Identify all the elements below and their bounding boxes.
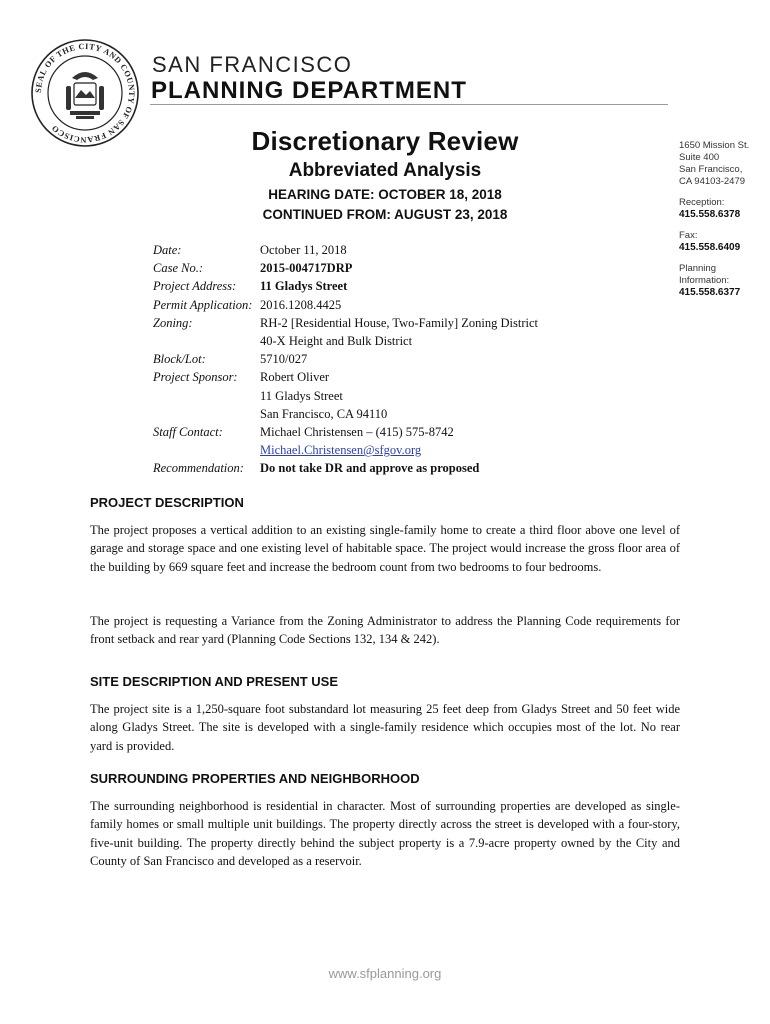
meta-row (153, 350, 633, 368)
hearing-date: HEARING DATE: OCTOBER 18, 2018 (268, 187, 502, 202)
address-line: San Francisco, (679, 164, 743, 175)
meta-row (153, 405, 633, 423)
fax-number: 415.558.6409 (679, 242, 741, 253)
section-heading: SITE DESCRIPTION AND PRESENT USE (90, 674, 338, 689)
header-divider (150, 104, 668, 105)
meta-row (153, 296, 633, 314)
address-line: 1650 Mission St. (679, 140, 750, 151)
meta-value: 5710/027 (260, 352, 308, 367)
meta-row (153, 368, 633, 386)
contact-sidebar (679, 140, 769, 308)
meta-label: Project Address: (153, 279, 237, 294)
section-heading: SURROUNDING PROPERTIES AND NEIGHBORHOOD (90, 771, 420, 786)
meta-row (153, 314, 633, 332)
reception-number: 415.558.6378 (679, 209, 741, 220)
meta-value: 11 Gladys Street (260, 388, 343, 403)
paragraph: The project site is a 1,250-square foot substandard lot measuring 25 feet deep from Gladys Street and 50 feet wide along Gladys Street. The site is developed with a single-family residence which occupies most of the lot. No rear yard is provided. (90, 702, 680, 753)
meta-row (153, 459, 633, 477)
meta-row (153, 441, 633, 459)
paragraph: The surrounding neighborhood is residential in character. Most of surrounding properties are developed as single-family homes or small multiple unit buildings. The property directly across the street is developed with a four-story, five-unit building. The property directly behind the subject property is a 7.9-acre property owned by the City and County of San Francisco and developed as a reservoir. (90, 799, 680, 868)
meta-value: 40-X Height and Bulk District (260, 333, 413, 348)
meta-row (153, 387, 633, 405)
meta-label (153, 405, 260, 423)
meta-label (153, 441, 260, 459)
meta-label: Staff Contact: (153, 424, 223, 439)
meta-value: 11 Gladys Street (260, 279, 348, 294)
reception-block (679, 197, 769, 221)
document-subtitle: Abbreviated Analysis (288, 160, 482, 181)
meta-label: Project Sponsor: (153, 370, 238, 385)
seal-ring-text: SEAL OF THE CITY AND COUNTY OF SAN FRANCISCO (33, 41, 137, 145)
fax-block (679, 230, 769, 254)
department-city: SAN FRANCISCO (152, 52, 353, 77)
case-metadata (153, 241, 633, 477)
department-name: PLANNING DEPARTMENT (151, 77, 467, 104)
meta-row (153, 259, 633, 277)
staff-email-link[interactable]: Michael.Christensen@sfgov.org (260, 443, 422, 458)
meta-value: Michael Christensen – (415) 575-8742 (260, 424, 454, 439)
meta-value: San Francisco, CA 94110 (260, 406, 388, 421)
reception-label: Reception: (679, 197, 725, 208)
meta-label: Block/Lot: (153, 352, 206, 367)
meta-row (153, 332, 633, 350)
paragraph: The project proposes a vertical addition to an existing single-family home to create a third floor above one level of garage and storage space and one existing level of habitable space. The project would increase the gross floor area of the building by 669 square feet and increase the bedroom count from two bedrooms to four bedrooms. (90, 523, 680, 574)
meta-label (153, 332, 260, 350)
meta-value: Robert Oliver (260, 370, 330, 385)
fax-label: Fax: (679, 230, 698, 241)
address-line: CA 94103-2479 (679, 176, 746, 187)
info-label: Planning (679, 263, 716, 274)
meta-value: 2015-004717DRP (260, 261, 353, 276)
meta-label: Date: (153, 243, 182, 257)
meta-row (153, 241, 633, 259)
city-seal-icon (30, 38, 140, 148)
svg-text:SEAL OF THE CITY AND COUNTY OF (34, 42, 136, 144)
meta-label: Recommendation: (153, 461, 244, 476)
address-line: Suite 400 (679, 152, 720, 163)
paragraph: The project is requesting a Variance from the Zoning Administrator to address the Planning Code requirements for front setback and rear yard (Planning Code Sections 132, 134 & 242). (90, 614, 680, 647)
website-footer: www.sfplanning.org (328, 966, 442, 981)
meta-value: 2016.1208.4425 (260, 297, 342, 312)
info-block (679, 263, 769, 299)
info-label: Information: (679, 275, 730, 286)
meta-label: Permit Application: (153, 297, 253, 312)
meta-label: Case No.: (153, 261, 203, 276)
continued-from: CONTINUED FROM: AUGUST 23, 2018 (262, 207, 508, 222)
info-number: 415.558.6377 (679, 287, 741, 298)
meta-value: October 11, 2018 (260, 243, 347, 257)
meta-row (153, 277, 633, 295)
section-heading: PROJECT DESCRIPTION (90, 495, 244, 510)
meta-label: Zoning: (153, 315, 193, 330)
document-title: Discretionary Review (251, 126, 519, 156)
meta-value: RH-2 [Residential House, Two-Family] Zoning District (260, 315, 539, 330)
meta-label (153, 387, 260, 405)
meta-value: Do not take DR and approve as proposed (260, 461, 480, 476)
meta-row (153, 423, 633, 441)
address-block (679, 140, 769, 188)
